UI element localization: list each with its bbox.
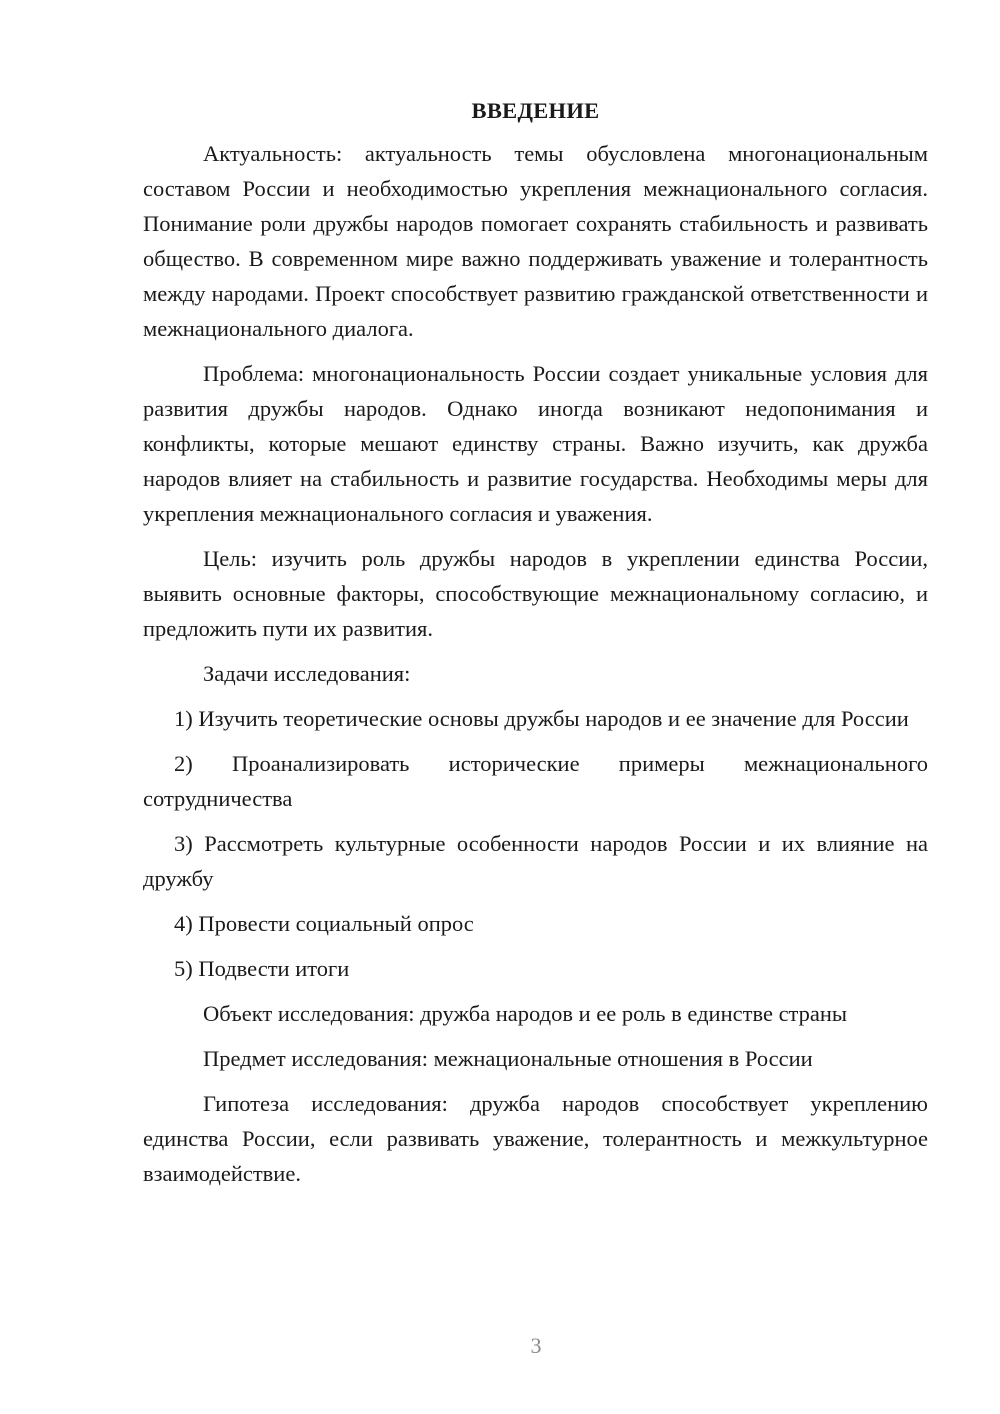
section-heading: ВВЕДЕНИЕ	[471, 98, 600, 123]
research-hypothesis: Гипотеза исследования: дружба народов способствует укреплению единства России, если развивать уважение, толерантность и межкультурное взаимодействие.	[143, 1091, 928, 1186]
problem-paragraph: Проблема: многонациональность России создает уникальные условия для развития дружбы народов. Однако иногда возникают недопонимания и конфликты, которые мешают единству страны. Важно изучить, как дружба народов влияет на стабильность и развитие государства. Необходимы меры для укрепления межнационального согласия и уважения.	[143, 361, 928, 526]
research-object: Объект исследования: дружба народов и ее роль в единстве страны	[203, 1001, 848, 1026]
task-item-3: 3) Рассмотреть культурные особенности народов России и их влияние на дружбу	[143, 831, 928, 891]
page-number: 3	[530, 1333, 542, 1358]
research-subject: Предмет исследования: межнациональные отношения в России	[203, 1046, 813, 1071]
task-item-4: 4) Провести социальный опрос	[174, 911, 474, 936]
task-item-1: 1) Изучить теоретические основы дружбы народов и ее значение для России	[174, 706, 909, 731]
task-item-2: 2) Проанализировать исторические примеры межнационального сотрудничества	[143, 751, 928, 811]
page-content	[143, 96, 928, 1201]
task-item-5: 5) Подвести итоги	[174, 956, 350, 981]
relevance-paragraph: Актуальность: актуальность темы обусловлена многонациональным составом России и необходимостью укрепления межнационального согласия. Понимание роли дружбы народов помогает сохранять стабильность и развивать общество. В современном мире важно поддерживать уважение и толерантность между народами. Проект способствует развитию гражданской ответственности и межнационального диалога.	[143, 141, 928, 341]
goal-paragraph: Цель: изучить роль дружбы народов в укреплении единства России, выявить основные факторы, способствующие межнациональному согласию, и предложить пути их развития.	[143, 546, 928, 641]
tasks-title: Задачи исследования:	[203, 661, 411, 686]
